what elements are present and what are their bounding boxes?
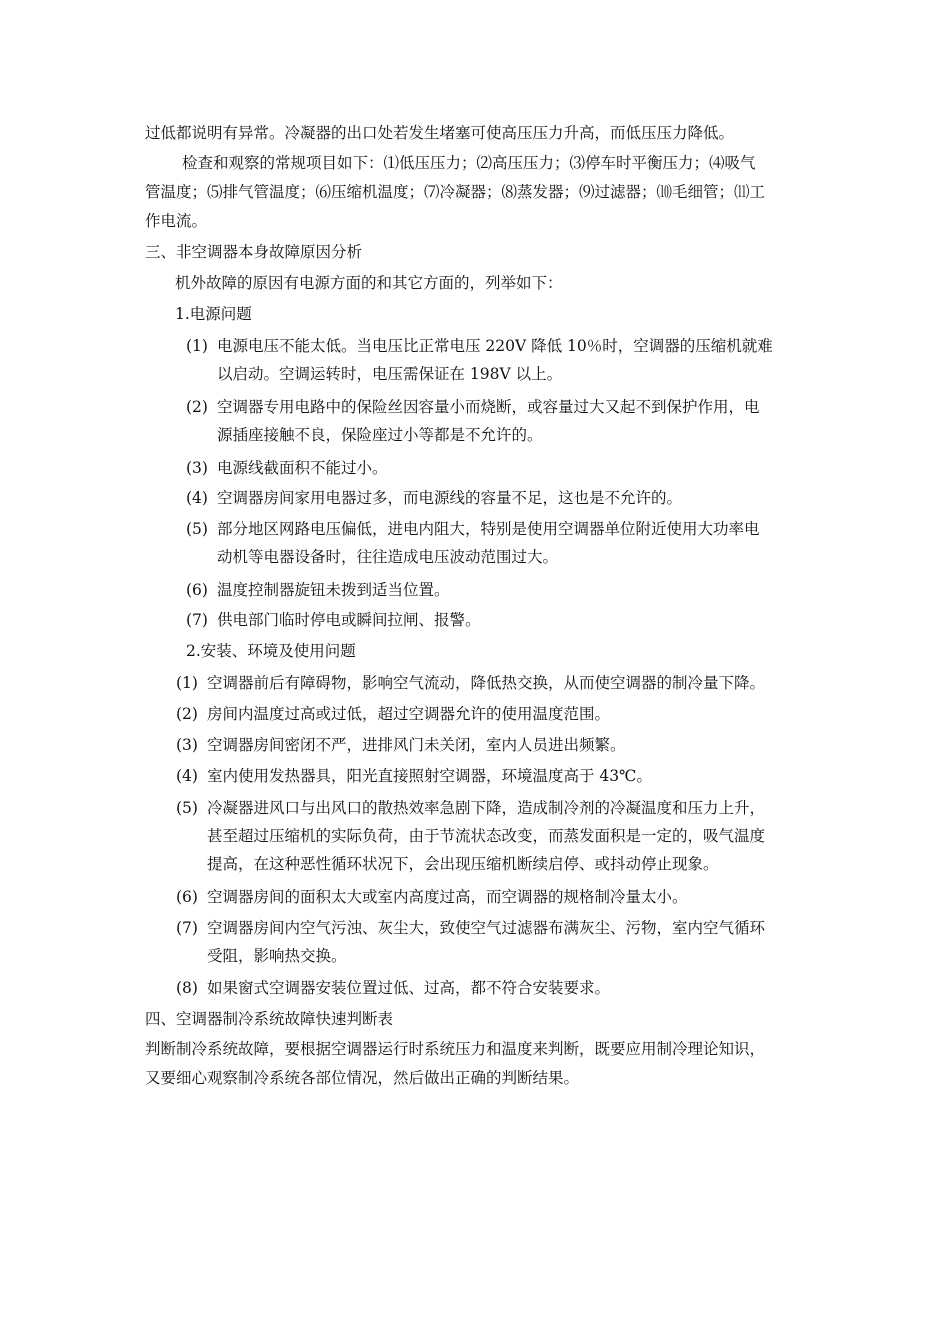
- power-item-7-line-1: 供电部门临时停电或瞬间拉闸、报警。: [217, 611, 481, 629]
- power-item-6-line-1: 温度控制器旋钮未拨到适当位置。: [217, 581, 450, 599]
- install-item-6-line-1: 空调器房间的面积太大或室内高度过高，而空调器的规格制冷量太小。: [207, 888, 688, 906]
- subheading-install: 2.安装、环境及使用问题: [186, 642, 356, 660]
- install-item-5-line-3: 提高，在这种恶性循环状况下，会出现压缩机断续启停、或抖动停止现象。: [207, 855, 719, 873]
- power-item-3-number: (3): [186, 459, 208, 477]
- install-item-5-number: (5): [176, 799, 198, 817]
- subheading-power: 1.电源问题: [175, 305, 252, 323]
- power-item-5-line-1: 部分地区网路电压偏低，进电内阻大，特别是使用空调器单位附近使用大功率电: [217, 520, 760, 538]
- section-3-heading: 三、非空调器本身故障原因分析: [145, 243, 363, 261]
- power-item-6-number: (6): [186, 581, 208, 599]
- checks-line-1: 检查和观察的常规项目如下：⑴低压压力；⑵高压压力；⑶停车时平衡压力；⑷吸气: [182, 154, 756, 172]
- power-item-1-number: (1): [186, 337, 208, 355]
- install-item-5-line-2: 甚至超过压缩机的实际负荷，由于节流状态改变，而蒸发面积是一定的，吸气温度: [207, 827, 766, 845]
- power-item-5-line-2: 动机等电器设备时，往往造成电压波动范围过大。: [217, 548, 559, 566]
- install-item-2-number: (2): [176, 705, 198, 723]
- power-item-7-number: (7): [186, 611, 208, 629]
- install-item-4-number: (4): [176, 767, 198, 785]
- install-item-5-line-1: 冷凝器进风口与出风口的散热效率急剧下降，造成制冷剂的冷凝温度和压力上升，: [207, 799, 766, 817]
- section-3-lead: 机外故障的原因有电源方面的和其它方面的，列举如下：: [175, 274, 563, 292]
- section-4-paragraph-line-2: 又要细心观察制冷系统各部位情况，然后做出正确的判断结果。: [145, 1069, 580, 1087]
- section-4-paragraph-line-1: 判断制冷系统故障，要根据空调器运行时系统压力和温度来判断，既要应用制冷理论知识，: [145, 1040, 766, 1058]
- power-item-3-line-1: 电源线截面积不能过小。: [217, 459, 388, 477]
- install-item-3-number: (3): [176, 736, 198, 754]
- checks-line-2: 管温度；⑸排气管温度；⑹压缩机温度；⑺冷凝器；⑻蒸发器；⑼过滤器；⑽毛细管；⑾工: [145, 183, 766, 201]
- section-4-heading: 四、空调器制冷系统故障快速判断表: [145, 1010, 394, 1028]
- power-item-1-line-1: 电源电压不能太低。当电压比正常电压 220V 降低 10％时，空调器的压缩机就难: [217, 337, 773, 355]
- install-item-7-number: (7): [176, 919, 198, 937]
- power-item-5-number: (5): [186, 520, 208, 538]
- install-item-8-line-1: 如果窗式空调器安装位置过低、过高，都不符合安装要求。: [207, 979, 611, 997]
- power-item-2-line-2: 源插座接触不良，保险座过小等都是不允许的。: [217, 426, 543, 444]
- power-item-4-number: (4): [186, 489, 208, 507]
- install-item-1-line-1: 空调器前后有障碍物，影响空气流动，降低热交换，从而使空调器的制冷量下降。: [207, 674, 766, 692]
- intro-line-1: 过低都说明有异常。冷凝器的出口处若发生堵塞可使高压压力升高，而低压压力降低。: [145, 124, 735, 142]
- power-item-4-line-1: 空调器房间家用电器过多，而电源线的容量不足，这也是不允许的。: [217, 489, 683, 507]
- install-item-7-line-2: 受阻，影响热交换。: [207, 947, 347, 965]
- install-item-1-number: (1): [176, 674, 198, 692]
- power-item-2-line-1: 空调器专用电路中的保险丝因容量小而烧断，或容量过大又起不到保护作用，电: [217, 398, 760, 416]
- install-item-3-line-1: 空调器房间密闭不严，进排风门未关闭，室内人员进出频繁。: [207, 736, 626, 754]
- install-item-7-line-1: 空调器房间内空气污浊、灰尘大，致使空气过滤器布满灰尘、污物，室内空气循环: [207, 919, 766, 937]
- install-item-8-number: (8): [176, 979, 198, 997]
- power-item-1-line-2: 以启动。空调运转时，电压需保证在 198V 以上。: [217, 365, 563, 383]
- install-item-6-number: (6): [176, 888, 198, 906]
- checks-line-3: 作电流。: [145, 212, 208, 230]
- install-item-4-line-1: 室内使用发热器具，阳光直接照射空调器，环境温度高于 43℃。: [207, 767, 652, 785]
- install-item-2-line-1: 房间内温度过高或过低，超过空调器允许的使用温度范围。: [207, 705, 611, 723]
- power-item-2-number: (2): [186, 398, 208, 416]
